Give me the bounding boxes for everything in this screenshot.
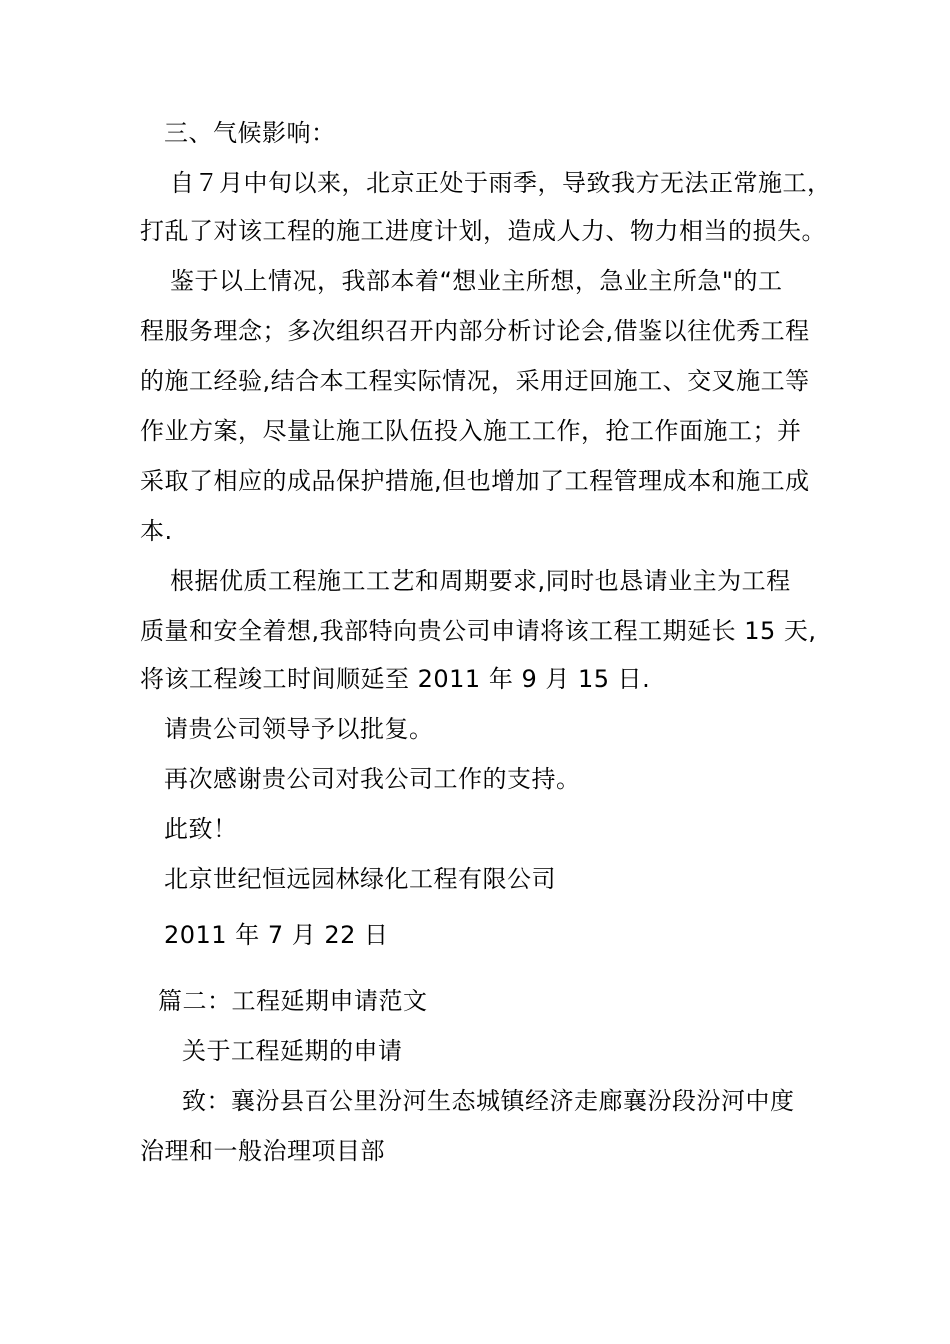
paragraph-line: 自７月中旬以来，北京正处于雨季，导致我方无法正常施工， xyxy=(170,169,832,197)
recipient-line: 治理和一般治理项目部 xyxy=(140,1137,385,1165)
paragraph-line: 的施工经验,结合本工程实际情况，采用迂回施工、交叉施工等 xyxy=(140,367,810,395)
closing-line: 此致！ xyxy=(164,815,238,843)
paragraph-line: 作业方案，尽量让施工队伍投入施工工作，抢工作面施工；并 xyxy=(140,417,802,445)
paragraph-line: 本. xyxy=(140,517,173,545)
paragraph-line: 采取了相应的成品保护措施,但也增加了工程管理成本和施工成 xyxy=(140,467,810,495)
thanks-line: 再次感谢贵公司对我公司工作的支持。 xyxy=(164,765,581,793)
recipient-line: 致：襄汾县百公里汾河生态城镇经济走廊襄汾段汾河中度 xyxy=(182,1087,795,1115)
letter-date: 2011 年 7 月 22 日 xyxy=(164,921,389,949)
section-heading: 三、气候影响： xyxy=(164,119,336,147)
paragraph-line: 打乱了对该工程的施工进度计划，造成人力、物力相当的损失。 xyxy=(140,217,826,245)
part2-title: 关于工程延期的申请 xyxy=(182,1037,403,1065)
paragraph-line: 鉴于以上情况，我部本着“想业主所想，急业主所急"的工 xyxy=(170,267,783,295)
paragraph-line: 质量和安全着想,我部特向贵公司申请将该工程工期延长 15 天, xyxy=(140,617,817,645)
company-name: 北京世纪恒远园林绿化工程有限公司 xyxy=(164,865,556,893)
request-line: 请贵公司领导予以批复。 xyxy=(164,715,434,743)
part2-heading: 篇二：工程延期申请范文 xyxy=(158,987,428,1015)
paragraph-line: 根据优质工程施工工艺和周期要求,同时也恳请业主为工程 xyxy=(170,567,791,595)
paragraph-line: 将该工程竣工时间顺延至 2011 年 9 月 15 日. xyxy=(140,665,651,693)
paragraph-line: 程服务理念；多次组织召开内部分析讨论会,借鉴以往优秀工程 xyxy=(140,317,810,345)
